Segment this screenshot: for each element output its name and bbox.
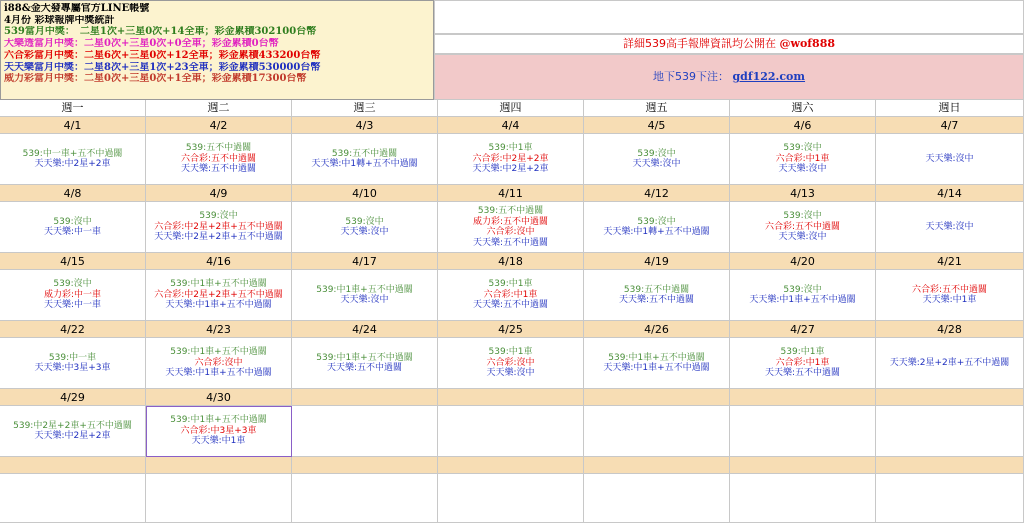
weekday-header[interactable]: 週日	[876, 100, 1024, 117]
result-line: 539:中1車	[780, 347, 825, 358]
result-line: 六合彩:沒中	[486, 357, 535, 368]
result-line: 539:沒中	[199, 211, 238, 222]
result-cell[interactable]	[730, 474, 876, 523]
result-line: 天天樂:中一車	[43, 300, 102, 311]
result-cell[interactable]	[730, 406, 876, 457]
result-cell[interactable]	[0, 474, 146, 523]
result-cell[interactable]	[438, 474, 584, 523]
result-line: 539:中1車+五不中過關	[316, 284, 413, 295]
result-line: 539:中1車	[488, 347, 533, 358]
result-cell[interactable]	[0, 270, 146, 321]
result-cell[interactable]	[438, 202, 584, 253]
result-cell[interactable]	[146, 474, 292, 523]
result-line: 六合彩:五不中過關	[180, 153, 257, 164]
result-line: 天天樂:五不中過關	[764, 368, 841, 379]
result-line: 539:五不中過關	[331, 148, 398, 159]
date-cell[interactable]: 4/11	[438, 185, 584, 202]
date-cell[interactable]	[438, 389, 584, 406]
date-cell[interactable]: 4/27	[730, 321, 876, 338]
result-line: 539:沒中	[345, 216, 384, 227]
result-line: 天天樂:中1車	[191, 436, 246, 447]
result-line: 六合彩:五不中過關	[911, 284, 988, 295]
result-line: 天天樂:五不中過關	[472, 237, 549, 248]
date-cell[interactable]: 4/14	[876, 185, 1024, 202]
result-line: 天天樂:沒中	[486, 368, 535, 379]
result-line: 天天樂:2星+2車+五不中過關	[889, 357, 1010, 368]
date-cell[interactable]: 4/9	[146, 185, 292, 202]
result-line: 天天樂:中1車	[922, 295, 977, 305]
result-line: 天天樂:五不中過關	[618, 295, 695, 305]
result-line: 六合彩:中1車	[775, 153, 830, 164]
result-cell[interactable]	[876, 406, 1024, 457]
result-cell[interactable]	[730, 134, 876, 185]
result-line: 天天樂:五不中過關	[472, 300, 549, 311]
result-line: 天天樂:中2星+2車+五不中過關	[154, 232, 283, 243]
result-line: 威力彩:五不中過關	[472, 216, 549, 227]
header-blank-cell[interactable]	[434, 0, 1024, 34]
result-line: 天天樂:五不中過關	[180, 164, 257, 175]
result-line: 539:中1車+五不中過關	[608, 352, 705, 363]
result-cell[interactable]	[584, 134, 730, 185]
weekday-header[interactable]: 週六	[730, 100, 876, 117]
date-cell[interactable]: 4/4	[438, 117, 584, 134]
result-cell[interactable]	[292, 474, 438, 523]
date-cell[interactable]	[146, 457, 292, 474]
result-cell[interactable]	[0, 134, 146, 185]
result-line: 天天樂:中3星+3車	[34, 363, 111, 373]
result-line: 天天樂:中一車	[43, 227, 102, 237]
weekday-header[interactable]: 週四	[438, 100, 584, 117]
date-cell[interactable]: 4/20	[730, 253, 876, 270]
line-handle: @wof888	[779, 37, 835, 50]
summary-line: 威力彩當月中獎：二星0次+三星0次+1全車；彩金累積17300台幣	[4, 73, 307, 85]
result-cell[interactable]	[146, 338, 292, 389]
result-line: 天天樂:中2星+2車	[34, 431, 111, 441]
result-cell[interactable]	[146, 270, 292, 321]
date-cell[interactable]	[584, 457, 730, 474]
result-cell[interactable]	[0, 338, 146, 389]
result-cell[interactable]	[292, 134, 438, 185]
result-cell[interactable]	[0, 202, 146, 253]
result-cell[interactable]	[584, 202, 730, 253]
date-cell[interactable]: 4/15	[0, 253, 146, 270]
result-line: 天天樂:沒中	[340, 295, 389, 305]
result-line: 539:五不中過關	[623, 284, 690, 295]
date-cell[interactable]: 4/25	[438, 321, 584, 338]
date-cell[interactable]: 4/18	[438, 253, 584, 270]
result-cell[interactable]	[730, 202, 876, 253]
date-cell[interactable]: 4/23	[146, 321, 292, 338]
date-cell[interactable]: 4/17	[292, 253, 438, 270]
date-cell[interactable]	[292, 389, 438, 406]
result-line: 539:中1車+五不中過關	[170, 279, 267, 290]
result-cell[interactable]	[584, 474, 730, 523]
result-line: 天天樂:中1轉+五不中過關	[311, 159, 418, 169]
result-line: 539:沒中	[637, 148, 676, 159]
result-line: 天天樂:中1車+五不中過關	[165, 300, 272, 311]
result-cell[interactable]	[876, 270, 1024, 321]
date-cell[interactable]: 4/19	[584, 253, 730, 270]
underground-cell[interactable]	[434, 54, 1024, 100]
result-line: 六合彩:沒中	[486, 227, 535, 237]
underground-text: 地下539下注：	[652, 70, 729, 83]
summary-line: 六合彩當月中獎：二星6次+三星0次+12全車；彩金累積433200台幣	[4, 49, 321, 61]
result-cell[interactable]	[146, 134, 292, 185]
result-line: 539:中1車+五不中過關	[170, 347, 267, 358]
date-cell[interactable]	[584, 389, 730, 406]
result-line: 天天樂:沒中	[778, 232, 827, 243]
date-cell[interactable]	[438, 457, 584, 474]
result-cell[interactable]	[146, 406, 292, 457]
result-line: 六合彩:中1車	[775, 357, 830, 368]
date-cell[interactable]	[730, 389, 876, 406]
result-cell[interactable]	[438, 406, 584, 457]
date-cell[interactable]: 4/22	[0, 321, 146, 338]
announcement-cell[interactable]	[434, 34, 1024, 54]
date-cell[interactable]	[292, 457, 438, 474]
date-cell[interactable]	[876, 457, 1024, 474]
result-line: 天天樂:中2星+2車	[34, 159, 111, 169]
result-line: 539:五不中過關	[477, 206, 544, 216]
date-cell[interactable]	[730, 457, 876, 474]
result-line: 天天樂:沒中	[925, 153, 974, 164]
summary-line: 大樂透當月中獎：二星0次+三星0次+0全車；彩金累積0台幣	[4, 38, 279, 50]
summary-panel	[0, 0, 434, 100]
result-line: 539:沒中	[53, 216, 92, 227]
result-cell[interactable]	[0, 406, 146, 457]
date-cell[interactable]: 4/24	[292, 321, 438, 338]
result-line: 天天樂:沒中	[778, 164, 827, 175]
date-cell[interactable]: 4/5	[584, 117, 730, 134]
date-cell[interactable]: 4/6	[730, 117, 876, 134]
result-line: 天天樂:中1轉+五不中過關	[603, 227, 710, 237]
summary-line: 539當月中獎： 二星1次+三星0次+14全車；彩金累積302100台幣	[4, 26, 317, 38]
date-cell[interactable]: 4/10	[292, 185, 438, 202]
result-line: 539:沒中	[783, 211, 822, 222]
weekday-header[interactable]: 週三	[292, 100, 438, 117]
result-line: 六合彩:中2星+2車+五不中過關	[154, 221, 283, 232]
weekday-header[interactable]: 週一	[0, 100, 146, 117]
result-line: 539:中2星+2車+五不中過關	[13, 420, 132, 431]
summary-lines	[4, 26, 430, 85]
result-line: 六合彩:中3星+3車	[180, 425, 257, 436]
underground-link[interactable]: gdf122.com	[732, 70, 806, 83]
date-cell[interactable]: 4/13	[730, 185, 876, 202]
date-cell[interactable]: 4/16	[146, 253, 292, 270]
result-cell[interactable]	[292, 202, 438, 253]
date-cell[interactable]: 4/1	[0, 117, 146, 134]
result-line: 539:中1車+五不中過關	[170, 415, 267, 426]
result-line: 威力彩:中一車	[43, 289, 102, 300]
result-line: 天天樂:沒中	[340, 227, 389, 237]
date-cell[interactable]	[0, 457, 146, 474]
summary-title: i88&金大發專屬官方LINE帳號	[4, 3, 150, 14]
weekday-header[interactable]: 週二	[146, 100, 292, 117]
result-cell[interactable]	[584, 270, 730, 321]
result-line: 539:沒中	[53, 279, 92, 290]
date-cell[interactable]: 4/29	[0, 389, 146, 406]
result-line: 天天樂:中1車+五不中過關	[603, 363, 710, 373]
result-line: 天天樂:中2星+2車	[472, 164, 549, 175]
result-line: 六合彩:五不中過關	[764, 221, 841, 232]
date-cell[interactable]: 4/21	[876, 253, 1024, 270]
result-cell[interactable]	[438, 270, 584, 321]
result-line: 天天樂:沒中	[925, 221, 974, 232]
result-line: 天天樂:五不中過關	[326, 363, 403, 373]
weekday-header[interactable]: 週五	[584, 100, 730, 117]
date-cell[interactable]: 4/2	[146, 117, 292, 134]
summary-subtitle: 4月份 彩球報牌中獎統計	[4, 14, 115, 26]
result-cell[interactable]	[876, 338, 1024, 389]
date-cell[interactable]: 4/12	[584, 185, 730, 202]
result-line: 539:沒中	[783, 143, 822, 154]
result-line: 六合彩:中2星+2車+五不中過關	[154, 289, 283, 300]
result-line: 天天樂:中1車+五不中過關	[749, 295, 856, 305]
result-line: 天天樂:沒中	[632, 159, 681, 169]
result-cell[interactable]	[730, 338, 876, 389]
result-line: 六合彩:沒中	[194, 357, 243, 368]
result-cell[interactable]	[876, 134, 1024, 185]
date-cell[interactable]: 4/28	[876, 321, 1024, 338]
summary-line: 天天樂當月中獎：二星8次+三星1次+23全車；彩金累積530000台幣	[4, 61, 321, 73]
result-line: 539:沒中	[637, 216, 676, 227]
result-line: 六合彩:中1車	[483, 289, 538, 300]
date-cell[interactable]	[876, 389, 1024, 406]
result-line: 六合彩:中2星+2車	[472, 153, 549, 164]
date-cell[interactable]: 4/8	[0, 185, 146, 202]
result-cell[interactable]	[146, 202, 292, 253]
date-cell[interactable]: 4/3	[292, 117, 438, 134]
result-line: 539:中1車	[488, 279, 533, 290]
result-cell[interactable]	[438, 134, 584, 185]
result-line: 539:沒中	[783, 284, 822, 295]
result-cell[interactable]	[584, 406, 730, 457]
date-cell[interactable]: 4/7	[876, 117, 1024, 134]
date-cell[interactable]: 4/30	[146, 389, 292, 406]
result-cell[interactable]	[292, 406, 438, 457]
result-cell[interactable]	[876, 202, 1024, 253]
result-cell[interactable]	[584, 338, 730, 389]
result-line: 539:五不中過關	[185, 143, 252, 154]
result-line: 539:中一車+五不中過關	[22, 148, 123, 159]
result-line: 539:中一車	[48, 352, 97, 363]
result-cell[interactable]	[292, 338, 438, 389]
date-cell[interactable]: 4/26	[584, 321, 730, 338]
result-cell[interactable]	[438, 338, 584, 389]
result-cell[interactable]	[876, 474, 1024, 523]
result-cell[interactable]	[292, 270, 438, 321]
announcement-text: 詳細539高手報牌資訊均公開在	[623, 37, 780, 50]
result-line: 539:中1車	[488, 143, 533, 154]
result-line: 539:中1車+五不中過關	[316, 352, 413, 363]
result-cell[interactable]	[730, 270, 876, 321]
result-line: 天天樂:中1車+五不中過關	[165, 368, 272, 379]
